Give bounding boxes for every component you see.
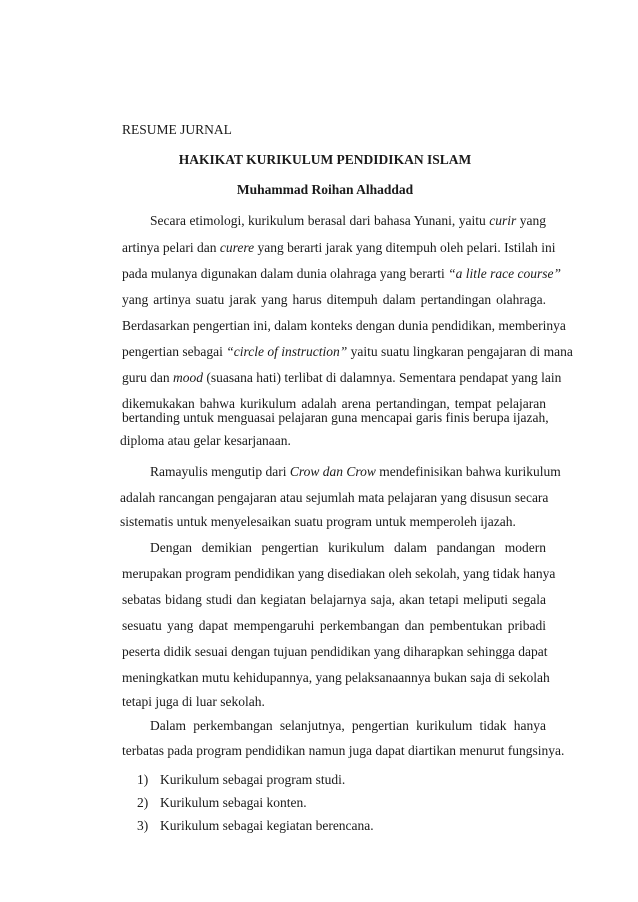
p1-line-7 xyxy=(122,370,562,386)
p1-line-1 xyxy=(150,213,546,229)
document-label: RESUME JURNAL xyxy=(122,122,232,137)
p1-l6-end: yaitu suatu lingkaran pengajaran di mana xyxy=(347,344,573,359)
p4-line-1: Dalam perkembangan selanjutnya, pengertian kurikulum tidak hanya xyxy=(150,718,546,733)
p3-line-4: sesuatu yang dapat mempengaruhi perkembangan dan pembentukan pribadi xyxy=(122,618,546,633)
list-item-text: Kurikulum sebagai konten. xyxy=(160,795,307,810)
p1-l2-end: yang berarti jarak yang ditempuh oleh pelari. Istilah ini xyxy=(254,240,556,255)
p3-line-6: meningkatkan mutu kehidupannya, yang pelaksanaannya bukan saja di sekolah xyxy=(122,670,550,685)
list-item-text: Kurikulum sebagai program studi. xyxy=(160,772,346,787)
p1-l2-text: artinya pelari dan xyxy=(122,240,220,255)
p2-l1-text: Ramayulis mengutip dari xyxy=(150,464,290,479)
p1-line-8: dikemukakan bahwa kurikulum adalah arena pertandingan, tempat pelajaran xyxy=(122,396,546,411)
p1-l1-text: Secara etimologi, kurikulum berasal dari bahasa Yunani, yaitu xyxy=(150,213,490,228)
p1-line-6 xyxy=(122,344,573,360)
p1-line-9: bertanding untuk menguasai pelajaran guna mencapai garis finis berupa ijazah, xyxy=(122,410,549,425)
p1-l7-italic: mood xyxy=(173,370,203,385)
p1-l1-end: yang xyxy=(516,213,546,228)
p1-l7-end: (suasana hati) terlibat di dalamnya. Sementara pendapat yang lain xyxy=(203,370,562,385)
p2-line-3: sistematis untuk menyelesaikan suatu program untuk memperoleh ijazah. xyxy=(120,514,516,529)
p1-line-3 xyxy=(122,266,561,282)
p3-line-5: peserta didik sesuai dengan tujuan pendidikan yang diharapkan sehingga dapat xyxy=(122,644,548,659)
list-item-text: Kurikulum sebagai kegiatan berencana. xyxy=(160,818,374,833)
p3-line-7: tetapi juga di luar sekolah. xyxy=(122,694,265,709)
list-item-number: 3) xyxy=(137,818,149,833)
p1-l3-text: pada mulanya digunakan dalam dunia olahraga yang berarti xyxy=(122,266,449,281)
document-author: Muhammad Roihan Alhaddad xyxy=(236,182,414,197)
p1-l2-italic: curere xyxy=(219,240,255,255)
list-item-number: 1) xyxy=(137,772,149,787)
p2-line-2: adalah rancangan pengajaran atau sejumlah mata pelajaran yang disusun secara xyxy=(120,490,549,505)
p1-l3-italic: “a litle race course” xyxy=(448,266,561,281)
list-item-number: 2) xyxy=(137,795,149,810)
document-title: HAKIKAT KURIKULUM PENDIDIKAN ISLAM xyxy=(178,152,472,167)
p1-l6-text: pengertian sebagai xyxy=(122,344,227,359)
p3-line-1: Dengan demikian pengertian kurikulum dalam pandangan modern xyxy=(150,540,546,555)
p1-line-10: diploma atau gelar kesarjanaan. xyxy=(120,433,291,448)
p1-l7-text: guru dan xyxy=(122,370,173,385)
p2-line-1 xyxy=(150,464,561,480)
p1-l1-italic: curir xyxy=(489,213,517,228)
p2-l1-end: mendefinisikan bahwa kurikulum xyxy=(375,464,561,479)
p1-line-5: Berdasarkan pengertian ini, dalam konteks dengan dunia pendidikan, memberinya xyxy=(122,318,566,333)
p1-l6-italic: “circle of instruction” xyxy=(226,344,348,359)
p1-line-4: yang artinya suatu jarak yang harus ditempuh dalam pertandingan olahraga. xyxy=(122,292,546,307)
p1-line-2 xyxy=(122,240,556,256)
p2-l1-italic: Crow dan Crow xyxy=(289,464,376,479)
p3-line-2: merupakan program pendidikan yang disediakan oleh sekolah, yang tidak hanya xyxy=(122,566,556,581)
p4-line-2: terbatas pada program pendidikan namun juga dapat diartikan menurut fungsinya. xyxy=(122,743,565,758)
p3-line-3: sebatas bidang studi dan kegiatan belajarnya saja, akan tetapi meliputi segala xyxy=(122,592,546,607)
